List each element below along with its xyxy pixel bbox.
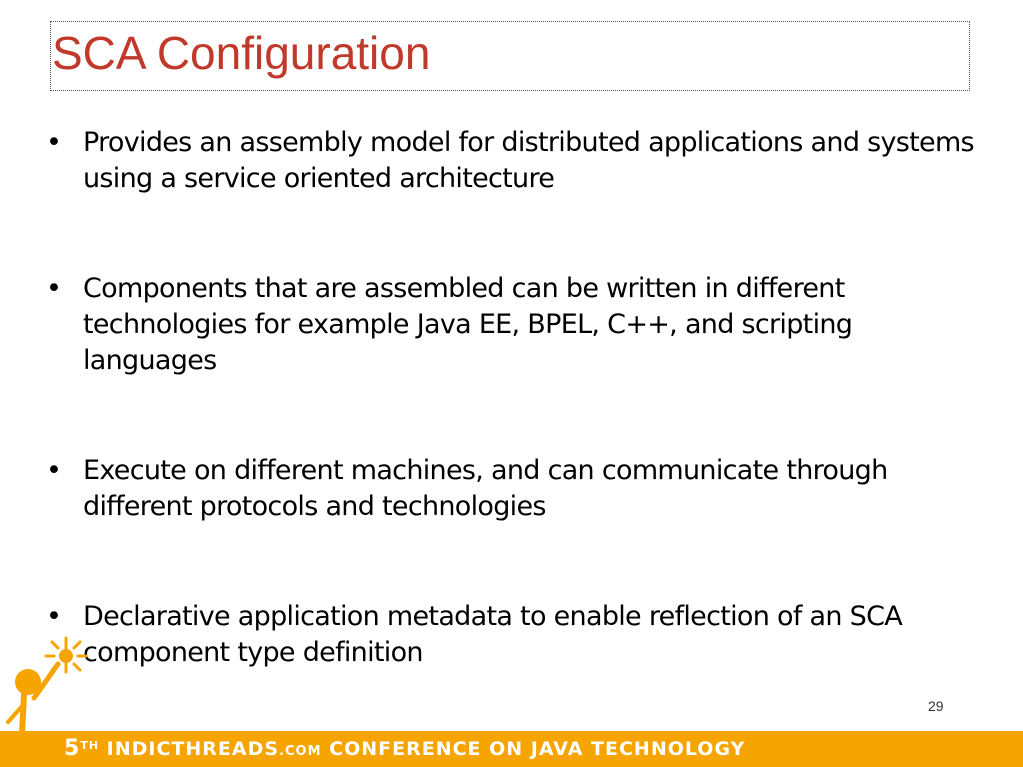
footer-tagline: CONFERENCE ON JAVA TECHNOLOGY: [329, 738, 746, 760]
footer-ordinal: 5: [64, 736, 81, 761]
stick-figure-holding-light-icon: [0, 630, 90, 767]
page-number: 29: [928, 698, 944, 714]
bullet-item: [46, 453, 976, 525]
bullet-item: [46, 599, 976, 671]
footer-banner-text: [64, 735, 745, 766]
bullet-item: [46, 125, 976, 197]
bullet-item: [46, 271, 976, 379]
footer-ordinal-suffix: TH: [80, 739, 100, 752]
footer-brand-suffix: .COM: [279, 744, 322, 759]
bullet-marker: •: [46, 273, 62, 304]
footer-brand: INDICTHREADS: [106, 738, 280, 760]
bullet-text: Execute on different machines, and can communicate through different protocols and technologies: [83, 455, 888, 522]
bullet-text: Components that are assembled can be written in different technologies for example Java EE, BPEL, C++, and scripting languages: [83, 273, 853, 376]
bullet-marker: •: [46, 127, 62, 158]
footer-banner: [0, 731, 1023, 767]
bullet-marker: •: [46, 601, 62, 632]
bullet-text: Provides an assembly model for distributed applications and systems using a service oriented architecture: [83, 127, 974, 194]
title-placeholder: [50, 21, 970, 91]
bullet-text: Declarative application metadata to enable reflection of an SCA component type definition: [83, 601, 903, 668]
bullet-marker: •: [46, 455, 62, 486]
slide-title: SCA Configuration: [52, 27, 431, 79]
